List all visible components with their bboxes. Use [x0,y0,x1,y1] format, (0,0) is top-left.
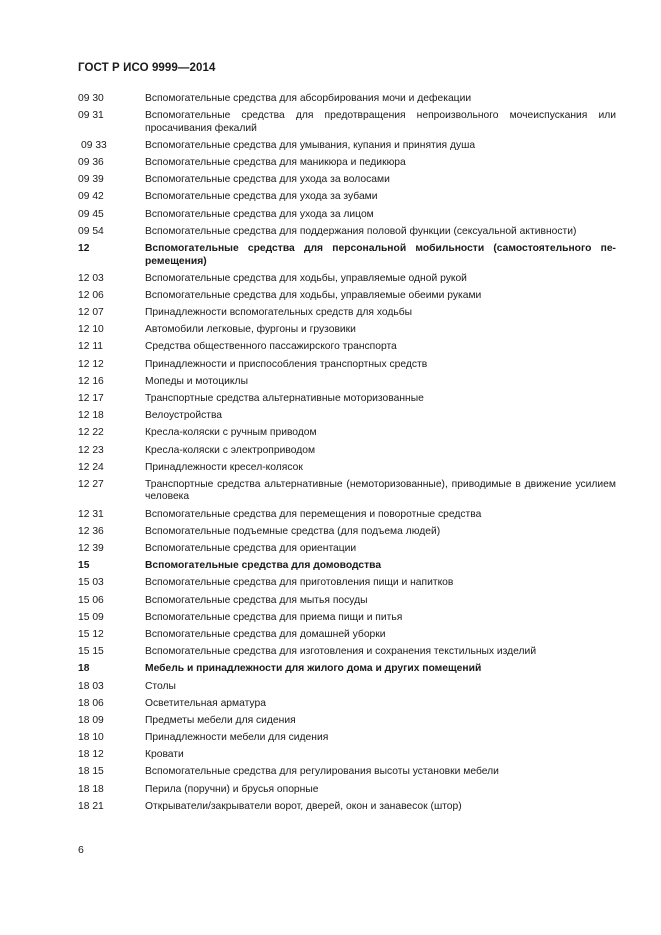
subclass-row [78,155,616,172]
entry-code: 15 06 [78,594,104,606]
entry-code: 12 16 [78,375,104,387]
subclass-row [78,764,616,781]
entry-title: Средства общественного пассажирского транспорта [145,341,397,353]
subclass-row [78,339,616,356]
entry-code: 09 54 [78,225,104,237]
entry-title: Вспомогательные средства для ухода за зубами [145,191,378,203]
entry-title: Вспомогательные средства для персональной мобильности (самостоятельного пе-ремещения) [145,243,616,267]
entry-title: Автомобили легковые, фургоны и грузовики [145,324,356,336]
subclass-row [78,271,616,288]
subclass-row [78,730,616,747]
subclass-row [78,644,616,661]
entry-code: 18 15 [78,766,104,778]
entry-code: 15 09 [78,611,104,623]
subclass-row [78,575,616,592]
entry-title: Осветительная арматура [145,697,266,709]
class-heading-row [78,558,616,575]
entry-code: 09 39 [78,174,104,186]
entry-title: Вспомогательные средства для ходьбы, управляемые одной рукой [145,272,467,284]
entry-code: 15 03 [78,577,104,589]
entry-code: 09 30 [78,93,104,104]
entry-title: Перила (поручни) и брусья опорные [145,783,319,795]
subclass-row [78,679,616,696]
subclass-row [78,138,616,155]
page-number: 6 [78,844,84,856]
subclass-row [78,224,616,241]
subclass-row [78,108,616,138]
entry-code: 12 [78,243,90,254]
subclass-row [78,322,616,339]
subclass-row [78,207,616,224]
subclass-row [78,541,616,558]
classification-list [78,91,616,816]
entry-code: 09 45 [78,208,104,220]
subclass-row [78,747,616,764]
entry-title: Кровати [145,749,184,761]
subclass-row [78,391,616,408]
entry-title: Транспортные средства альтернативные (немоторизованные), приводимые в движение усилием человека [145,478,616,503]
subclass-row [78,443,616,460]
entry-title: Вспомогательные средства для абсорбирования мочи и дефекации [145,93,472,104]
entry-title: Велоустройства [145,410,223,422]
entry-code: 18 12 [78,749,104,761]
entry-code: 09 42 [78,191,104,203]
entry-title: Вспомогательные средства для ухода за волосами [145,174,390,186]
entry-code: 12 39 [78,543,104,554]
subclass-row [78,696,616,713]
entry-title: Принадлежности вспомогательных средств для ходьбы [145,307,413,319]
subclass-row [78,91,616,108]
entry-code: 18 21 [78,800,104,812]
class-heading-row [78,241,616,271]
entry-title: Открыватели/закрыватели ворот, дверей, окон и занавесок (штор) [145,800,462,812]
subclass-row [78,288,616,305]
entry-code: 18 09 [78,714,104,726]
entry-code: 18 [78,663,90,675]
entry-title: Мопеды и мотоциклы [145,375,248,387]
entry-title: Вспомогательные средства для изготовления и сохранения текстильных изделий [145,646,537,658]
entry-code: 12 22 [78,427,104,439]
document-header: ГОСТ Р ИСО 9999—2014 [78,62,216,74]
entry-code: 12 12 [78,358,104,370]
entry-title: Принадлежности и приспособления транспортных средств [145,358,428,370]
entry-title: Вспомогательные средства для ходьбы, управляемые обеими руками [145,289,482,301]
subclass-row [78,610,616,627]
entry-title: Кресла-коляски с электроприводом [145,444,316,456]
subclass-row [78,799,616,816]
entry-title: Вспомогательные средства для маникюра и педикюра [145,157,406,169]
subclass-row [78,593,616,610]
entry-code: 18 06 [78,697,104,709]
entry-code: 15 12 [78,628,104,640]
entry-title: Вспомогательные средства для регулирования высоты установки мебели [145,766,499,778]
subclass-row [78,172,616,189]
entry-code: 18 03 [78,680,104,692]
class-heading-row [78,661,616,678]
entry-title: Вспомогательные средства для ухода за лицом [145,208,374,220]
subclass-row [78,189,616,206]
subclass-row [78,782,616,799]
subclass-row [78,305,616,322]
subclass-row [78,425,616,442]
entry-code: 15 15 [78,646,104,658]
subclass-row [78,460,616,477]
entry-code: 09 31 [78,110,104,122]
entry-title: Вспомогательные подъемные средства (для подъема людей) [145,525,441,537]
entry-title: Принадлежности мебели для сидения [145,732,329,744]
entry-code: 12 07 [78,307,104,319]
entry-code: 18 10 [78,732,104,744]
entry-code: 18 18 [78,783,104,795]
entry-title: Мебель и принадлежности для жилого дома и других помещений [145,663,482,675]
entry-code: 12 06 [78,289,104,301]
entry-title: Вспомогательные средства для приготовления пищи и напитков [145,577,454,589]
subclass-row [78,408,616,425]
entry-title: Вспомогательные средства для поддержания половой функции (сексуальной активности) [145,225,577,237]
entry-title: Столы [145,680,176,692]
entry-code: 12 36 [78,525,104,537]
entry-code: 12 11 [78,341,104,353]
entry-title: Предметы мебели для сидения [145,714,296,726]
subclass-row [78,524,616,541]
entry-code: 09 36 [78,157,104,169]
entry-code: 12 03 [78,272,104,284]
entry-title: Вспомогательные средства для перемещения и поворотные средства [145,508,482,520]
entry-code: 12 17 [78,393,104,404]
subclass-row [78,374,616,391]
entry-title: Вспомогательные средства для приема пищи и питья [145,611,403,623]
entry-code: 12 18 [78,410,104,422]
entry-code: 12 31 [78,508,104,520]
entry-title: Принадлежности кресел-колясок [145,461,303,473]
entry-code: 12 24 [78,461,104,473]
entry-title: Вспомогательные средства для мытья посуды [145,594,368,606]
entry-title: Вспомогательные средства для ориентации [145,543,357,554]
subclass-row [78,477,616,507]
entry-code: 15 [78,560,90,572]
subclass-row [78,627,616,644]
entry-title: Вспомогательные средства для предотвращения непроизвольного мочеиспускания или просачивания фекалий [145,110,616,134]
subclass-row [78,507,616,524]
entry-code: 12 23 [78,444,104,456]
entry-code: 12 10 [78,324,104,336]
entry-title: Вспомогательные средства для домашней уборки [145,628,386,640]
entry-title: Вспомогательные средства для домоводства [145,560,382,572]
entry-title: Транспортные средства альтернативные моторизованные [145,393,424,404]
subclass-row [78,713,616,730]
entry-title: Кресла-коляски с ручным приводом [145,427,317,439]
subclass-row [78,357,616,374]
entry-title: Вспомогательные средства для умывания, купания и принятия душа [145,139,476,151]
entry-code: 12 27 [78,478,104,490]
entry-code: 09 33 [81,139,107,151]
